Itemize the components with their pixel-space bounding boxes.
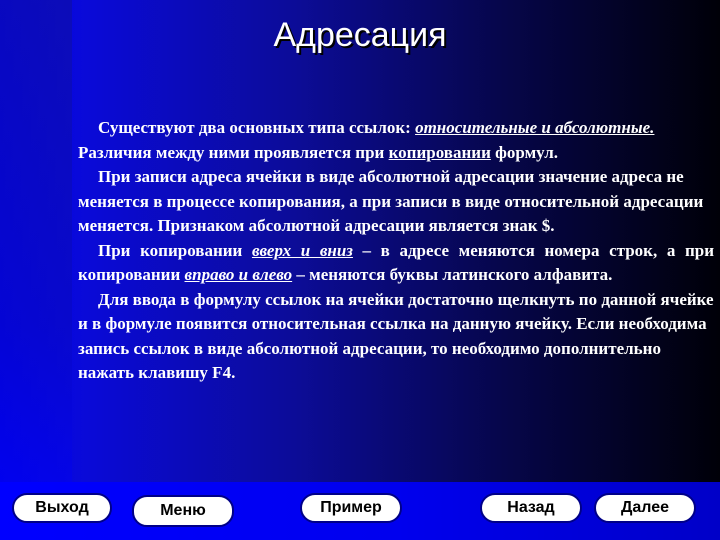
next-button[interactable]: Далее xyxy=(594,493,696,523)
slide-title: Адресация xyxy=(273,16,447,54)
example-button[interactable]: Пример xyxy=(300,493,402,523)
paragraph-2: При записи адреса ячейки в виде абсолютной адресации значение адреса не меняется в процессе копирования, а при записи в виде относительной адресации меняется. Признаком абсолютной адресации является знак $. xyxy=(78,167,704,235)
menu-button[interactable]: Меню xyxy=(132,495,234,527)
back-button[interactable]: Назад xyxy=(480,493,582,523)
link-copying[interactable]: копировании xyxy=(388,142,491,162)
paragraph-1: Существуют два основных типа ссылок: относительные и абсолютные. Различия между ними проявляется при копировании формул. xyxy=(78,118,655,162)
link-relative-absolute[interactable]: относительные и абсолютные. xyxy=(415,118,655,137)
exit-button[interactable]: Выход xyxy=(12,493,112,523)
paragraph-4: Для ввода в формулу ссылок на ячейки достаточно щелкнуть по данной ячейке и в формуле появится относительная ссылка на данную ячейку. Если необходима запись ссылок в виде абсолютной адресации, то необходимо дополнительно нажать клавишу F4. xyxy=(78,289,714,382)
slide-body xyxy=(78,116,714,386)
link-right-left[interactable]: вправо и влево xyxy=(184,265,293,284)
paragraph-3: При копировании вверх и вниз – в адресе меняются номера строк, а при копировании вправо и влево – меняются буквы латинского алфавита. xyxy=(78,240,714,284)
left-decor-strip xyxy=(0,0,72,540)
link-up-down[interactable]: вверх и вниз xyxy=(251,240,353,260)
